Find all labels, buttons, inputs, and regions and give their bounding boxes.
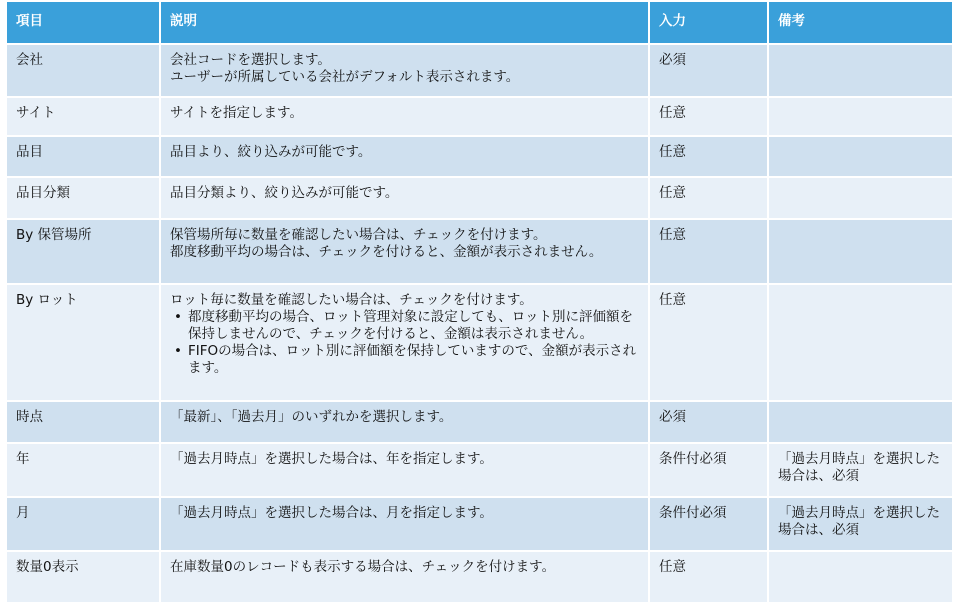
description-line: ユーザーが所属している会社がデフォルト表示されます。 (170, 69, 520, 85)
description-line: 在庫数量0のレコードも表示する場合は、チェックを付けます。 (170, 559, 556, 575)
table-row (7, 498, 952, 550)
cell-input: 任意 (650, 552, 767, 602)
header-note: 備考 (769, 2, 952, 43)
cell-note (769, 98, 952, 135)
cell-item: By ロット (7, 285, 159, 400)
cell-description (161, 444, 648, 496)
table-row (7, 552, 952, 602)
cell-description (161, 178, 648, 218)
description-line: 品目分類より、絞り込みが可能です。 (170, 185, 399, 201)
cell-description (161, 45, 648, 96)
cell-input: 条件付必須 (650, 498, 767, 550)
cell-item: 年 (7, 444, 159, 496)
cell-item: サイト (7, 98, 159, 135)
cell-item: 時点 (7, 402, 159, 442)
cell-note (769, 402, 952, 442)
cell-input: 条件付必須 (650, 444, 767, 496)
cell-input: 必須 (650, 45, 767, 96)
table-row (7, 220, 952, 283)
cell-note (769, 285, 952, 400)
cell-note (769, 552, 952, 602)
description-line: 都度移動平均の場合は、チェックを付けると、金額が表示されません。 (170, 244, 603, 260)
description-line: ロット毎に数量を確認したい場合は、チェックを付けます。 (170, 292, 533, 308)
table-row (7, 137, 952, 176)
description-line: サイトを指定します。 (170, 105, 303, 121)
cell-note: 「過去月時点」を選択した場合は、必須 (769, 444, 952, 496)
header-description: 説明 (161, 2, 648, 43)
cell-note (769, 137, 952, 176)
cell-description (161, 285, 648, 400)
header-item: 項目 (7, 2, 159, 43)
description-line: 保管場所毎に数量を確認したい場合は、チェックを付けます。 (170, 227, 547, 243)
table-row (7, 45, 952, 96)
description-line: 「最新」、「過去月」のいずれかを選択します。 (170, 409, 453, 425)
cell-description (161, 498, 648, 550)
parameter-table (5, 0, 954, 604)
description-line: 「過去月時点」を選択した場合は、年を指定します。 (170, 451, 493, 467)
cell-note (769, 45, 952, 96)
cell-item: 月 (7, 498, 159, 550)
bullet-item: • 都度移動平均の場合、ロット管理対象に設定しても、ロット別に評価額を保持しませんので、チェックを付けると、金額は表示されません。 (188, 309, 639, 343)
bullet-list (170, 309, 639, 377)
description-line: 「過去月時点」を選択した場合は、月を指定します。 (170, 505, 493, 521)
cell-description (161, 98, 648, 135)
table-row (7, 285, 952, 400)
header-row (7, 2, 952, 43)
bullet-item: • FIFOの場合は、ロット別に評価額を保持していますので、金額が表示されます。 (188, 343, 639, 377)
cell-note (769, 178, 952, 218)
description-line: 品目より、絞り込みが可能です。 (170, 144, 372, 160)
cell-input: 任意 (650, 178, 767, 218)
cell-input: 任意 (650, 137, 767, 176)
cell-description (161, 137, 648, 176)
header-input: 入力 (650, 2, 767, 43)
cell-input: 任意 (650, 285, 767, 400)
cell-input: 任意 (650, 220, 767, 283)
cell-item: By 保管場所 (7, 220, 159, 283)
cell-item: 会社 (7, 45, 159, 96)
table-row (7, 444, 952, 496)
cell-item: 品目 (7, 137, 159, 176)
cell-description (161, 552, 648, 602)
cell-description (161, 402, 648, 442)
cell-item: 品目分類 (7, 178, 159, 218)
parameter-table-container (5, 0, 954, 604)
table-row (7, 98, 952, 135)
cell-description (161, 220, 648, 283)
cell-input: 必須 (650, 402, 767, 442)
cell-item: 数量0表示 (7, 552, 159, 602)
cell-input: 任意 (650, 98, 767, 135)
table-row (7, 402, 952, 442)
description-line: 会社コードを選択します。 (170, 52, 331, 68)
table-row (7, 178, 952, 218)
cell-note (769, 220, 952, 283)
cell-note: 「過去月時点」を選択した場合は、必須 (769, 498, 952, 550)
